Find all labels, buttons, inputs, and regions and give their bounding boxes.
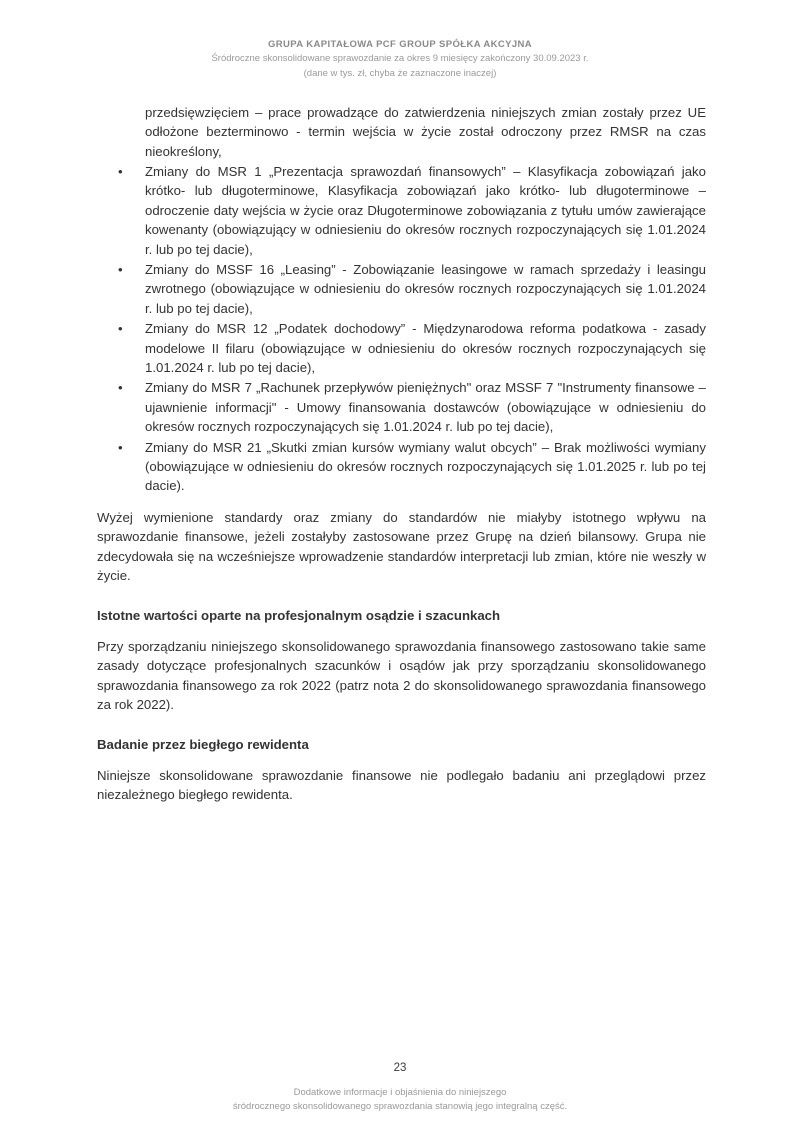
heading-estimates: Istotne wartości oparte na profesjonalnym osądzie i szacunkach [97,607,501,623]
report-data-note: (dane w tys. zł, chyba że zaznaczone inaczej) [303,67,497,79]
page-footer [0,1062,800,1115]
standards-bullet-list [97,162,706,496]
paragraph-standards-impact: Wyżej wymienione standardy oraz zmiany do standardów nie miałyby istotnego wpływu na sprawozdanie finansowe, jeżeli zostałyby zastosowane przez Grupę na dzień bilansowy. Grupa nie zdecydowała się na wcześniejsze wprowadzenie standardów interpretacji lub zmian, które nie weszły w życie. [97,509,706,584]
paragraph-audit: Niniejsze skonsolidowane sprawozdanie finansowe nie podlegało badaniu ani przeglądowi przez niezależnego biegłego rewidenta. [97,767,706,803]
footer-note-line1: Dodatkowe informacje i objaśnienia do niniejszego [293,1086,507,1098]
page-number: 23 [393,1061,407,1074]
page-header [0,0,800,81]
report-title: Śródroczne skonsolidowane sprawozdanie za okres 9 miesięcy zakończony 30.09.2023 r. [211,53,589,65]
bullet-item-msr1: • Zmiany do MSR 1 „Prezentacja sprawozdań finansowych” – Klasyfikacja zobowiązań jako krótko- lub długoterminowe, Klasyfikacja zobowiązań jako krótko- lub długoterminowe – odroczenie daty wejścia w życie oraz Długoterminowe zobowiązania z tytułu umów zawierające kowenanty (obowiązujący w odniesieniu do okresów rocznych rozpoczynających się 1.01.2024 r. lub po tej dacie), [97,162,706,259]
bullet-item-msr21: • Zmiany do MSR 21 „Skutki zmian kursów wymiany walut obcych” – Brak możliwości wymiany (obowiązujące w odniesieniu do okresów rocznych rozpoczynających się 1.01.2025 r. lub po tej dacie). [97,438,706,496]
bullet-item-msr12: • Zmiany do MSR 12 „Podatek dochodowy” - Międzynarodowa reforma podatkowa - zasady modelowe II filaru (obowiązujące w odniesieniu do okresów rocznych rozpoczynających się 1.01.2024 r. lub po tej dacie), [97,319,706,377]
continuation-paragraph: przedsięwzięciem – prace prowadzące do zatwierdzenia niniejszych zmian zostały przez UE odłożone bezterminowo - termin wejścia w życie został odroczony przez RMSR na czas nieokreślony, [145,104,706,159]
document-body [0,81,800,805]
paragraph-estimates: Przy sporządzaniu niniejszego skonsolidowanego sprawozdania finansowego zastosowano takie same zasady dotyczące profesjonalnych szacunków i osądów jak przy sporządzaniu skonsolidowanego sprawozdania finansowego za rok 2022 (patrz nota 2 do skonsolidowanego sprawozdania finansowego za rok 2022). [97,638,706,713]
footer-note-line2: śródrocznego skonsolidowanego sprawozdania stanowią jego integralną część. [232,1101,568,1113]
company-name: GRUPA KAPITAŁOWA PCF GROUP SPÓŁKA AKCYJNA [267,39,533,50]
heading-audit: Badanie przez biegłego rewidenta [97,736,309,752]
bullet-item-msr7: • Zmiany do MSR 7 „Rachunek przepływów pieniężnych" oraz MSSF 7 "Instrumenty finansowe – ujawnienie informacji" - Umowy finansowania dostawców (obowiązujące w odniesieniu do okresów rocznych rozpoczynających się 1.01.2024 r. lub po tej dacie), [97,378,706,436]
bullet-item-mssf16: • Zmiany do MSSF 16 „Leasing” - Zobowiązanie leasingowe w ramach sprzedaży i leasingu zwrotnego (obowiązujące w odniesieniu do okresów rocznych rozpoczynających się 1.01.2024 r. lub po tej dacie), [97,260,706,318]
